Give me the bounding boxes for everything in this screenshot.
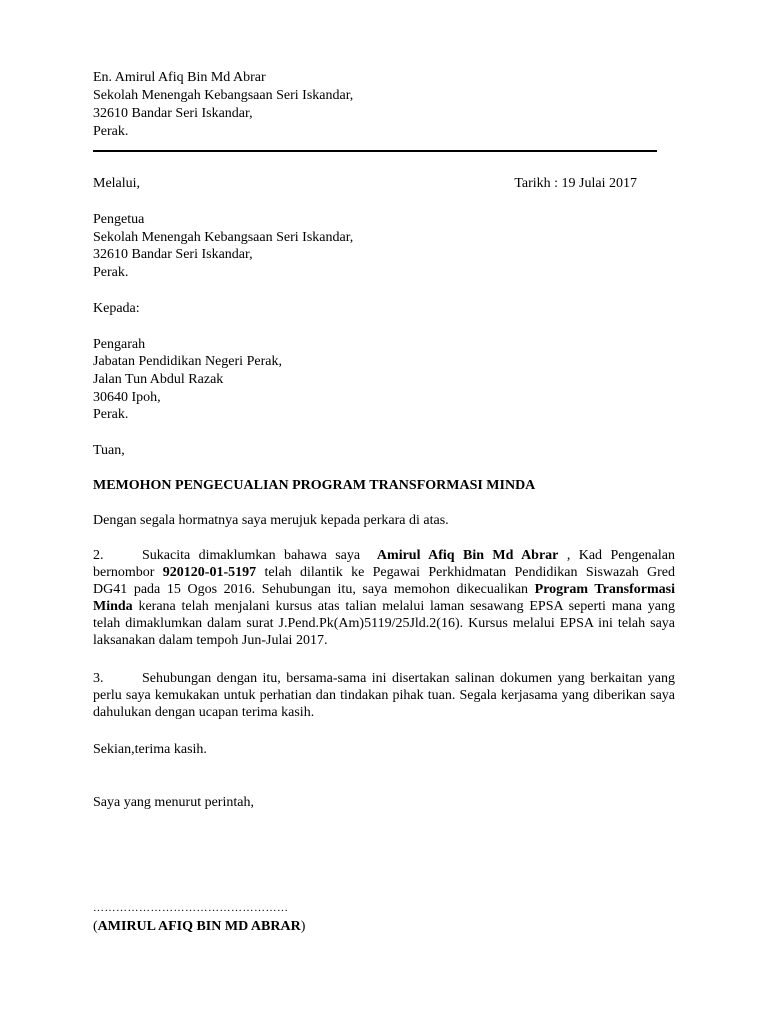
- paragraph-number: 3.: [93, 671, 104, 686]
- recipient-postcode-city: 30640 Ipoh,: [93, 390, 161, 405]
- letter-date: Tarikh : 19 Julai 2017: [514, 176, 637, 191]
- paragraph-2: [93, 547, 675, 649]
- via-school: Sekolah Menengah Kebangsaan Seri Iskandar,: [93, 230, 354, 245]
- paragraph-2-line-1: 2. Sukacita dimaklumkan bahawa saya Amirul Afiq Bin Md Abrar , Kad Pengenalan: [93, 548, 675, 563]
- program-name: Program Transformasi: [534, 582, 675, 597]
- paragraph-3-line-1: 3. Sehubungan dengan itu, bersama-sama ini disertakan salinan dokumen yang berkaitan yang: [93, 671, 675, 686]
- sender-name: En. Amirul Afiq Bin Md Abrar: [93, 70, 266, 85]
- signature-line: ……………………………………………: [93, 902, 289, 914]
- recipient-department: Jabatan Pendidikan Negeri Perak,: [93, 354, 282, 369]
- header-divider: [93, 150, 657, 152]
- paragraph-2-line-6: laksanakan dalam tempoh Jun-Julai 2017.: [93, 633, 328, 648]
- paragraph-3-line-2: perlu saya kemukakan untuk perhatian dan tindakan pihak tuan. Segala kerjasama yang diberikan saya: [93, 688, 675, 703]
- sign-off: Saya yang menurut perintah,: [93, 795, 254, 810]
- ic-number: 920120-01-5197: [162, 565, 257, 580]
- applicant-name: Amirul Afiq Bin Md Abrar: [376, 548, 559, 563]
- recipient-state: Perak.: [93, 407, 129, 422]
- via-postcode-city: 32610 Bandar Seri Iskandar,: [93, 247, 253, 262]
- paragraph-2-line-4: Minda kerana telah menjalani kursus atas talian melalui laman sesawang EPSA seperti mana yang: [93, 599, 675, 614]
- paragraph-3-line-3: dahulukan dengan ucapan terima kasih.: [93, 705, 315, 720]
- signatory-name: (AMIRUL AFIQ BIN MD ABRAR): [93, 919, 306, 934]
- recipient-title: Pengarah: [93, 337, 146, 352]
- paragraph-2-line-2: bernombor 920120-01-5197 telah dilantik ke Pegawai Perkhidmatan Pendidikan Siswazah Gred: [93, 565, 675, 580]
- sender-postcode-city: 32610 Bandar Seri Iskandar,: [93, 106, 253, 121]
- sender-state: Perak.: [93, 124, 129, 139]
- paragraph-2-line-3: DG41 pada 15 Ogos 2016. Sehubungan itu, saya memohon dikecualikan Program Transformasi: [93, 582, 675, 597]
- closing: Sekian,terima kasih.: [93, 742, 207, 757]
- recipient-street: Jalan Tun Abdul Razak: [93, 372, 224, 387]
- salutation: Tuan,: [93, 443, 125, 458]
- intro-paragraph: Dengan segala hormatnya saya merujuk kepada perkara di atas.: [93, 513, 449, 528]
- via-state: Perak.: [93, 265, 129, 280]
- paragraph-2-line-5: telah dimaklumkan dalam surat J.Pend.Pk(Am)5119/25Jld.2(16). Kursus melalui EPSA ini telah saya: [93, 616, 675, 631]
- paragraph-number: 2.: [93, 548, 104, 563]
- recipient-label: Kepada:: [93, 301, 140, 316]
- via-title: Pengetua: [93, 212, 145, 227]
- sender-school: Sekolah Menengah Kebangsaan Seri Iskandar,: [93, 88, 354, 103]
- via-label: Melalui,: [93, 176, 141, 191]
- paragraph-3: [93, 670, 675, 721]
- letter-subject: MEMOHON PENGECUALIAN PROGRAM TRANSFORMASI MINDA: [93, 478, 536, 493]
